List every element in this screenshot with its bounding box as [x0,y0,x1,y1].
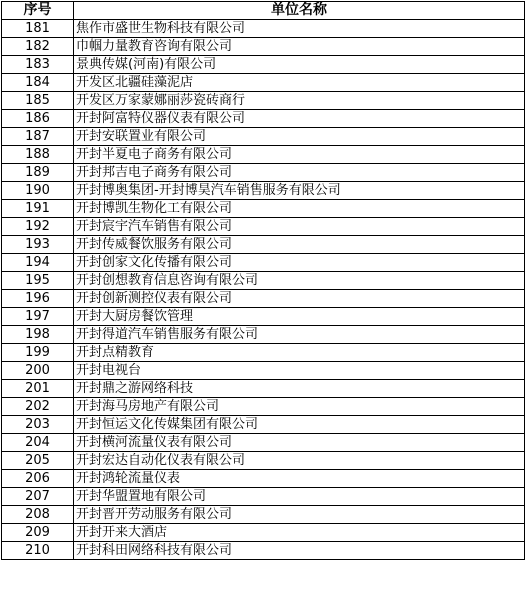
row-company-name: 焦作市盛世生物科技有限公司 [74,20,525,38]
row-serial-number: 182 [2,38,74,56]
table-row [2,416,525,434]
row-serial-number: 208 [2,506,74,524]
row-company-name: 开封开来大酒店 [74,524,525,542]
row-company-name: 开封鸿轮流量仪表 [74,470,525,488]
table-row [2,128,525,146]
company-list-table [1,1,525,560]
table-row [2,272,525,290]
row-company-name: 开封科田网络科技有限公司 [74,542,525,560]
row-serial-number: 202 [2,398,74,416]
row-company-name: 开封半夏电子商务有限公司 [74,146,525,164]
row-serial-number: 200 [2,362,74,380]
table-body [2,20,525,560]
table-row [2,344,525,362]
row-serial-number: 191 [2,200,74,218]
row-company-name: 开封创想教育信息咨询有限公司 [74,272,525,290]
row-company-name: 开封晋开劳动服务有限公司 [74,506,525,524]
row-serial-number: 192 [2,218,74,236]
row-company-name: 开封大厨房餐饮管理 [74,308,525,326]
row-company-name: 开封创新测控仪表有限公司 [74,290,525,308]
row-company-name: 开封得道汽车销售服务有限公司 [74,326,525,344]
table-row [2,290,525,308]
table-row [2,362,525,380]
row-company-name: 开封创家文化传播有限公司 [74,254,525,272]
row-company-name: 开发区万家蒙娜丽莎瓷砖商行 [74,92,525,110]
table-row [2,326,525,344]
row-company-name: 开发区北疆硅藻泥店 [74,74,525,92]
row-serial-number: 184 [2,74,74,92]
row-serial-number: 198 [2,326,74,344]
row-serial-number: 196 [2,290,74,308]
row-company-name: 开封点精教育 [74,344,525,362]
row-company-name: 开封华盟置地有限公司 [74,488,525,506]
table-row [2,470,525,488]
table-row [2,236,525,254]
row-company-name: 开封恒运文化传媒集团有限公司 [74,416,525,434]
row-company-name: 开封横河流量仪表有限公司 [74,434,525,452]
row-serial-number: 207 [2,488,74,506]
table-row [2,254,525,272]
row-serial-number: 186 [2,110,74,128]
row-company-name: 开封博奥集团-开封博昊汽车销售服务有限公司 [74,182,525,200]
row-serial-number: 209 [2,524,74,542]
table-row [2,146,525,164]
row-serial-number: 183 [2,56,74,74]
row-serial-number: 185 [2,92,74,110]
header-row [2,2,525,20]
row-company-name: 开封安联置业有限公司 [74,128,525,146]
table-row [2,218,525,236]
table-row [2,110,525,128]
row-company-name: 开封邦吉电子商务有限公司 [74,164,525,182]
table-row [2,20,525,38]
row-serial-number: 188 [2,146,74,164]
row-serial-number: 193 [2,236,74,254]
row-serial-number: 210 [2,542,74,560]
row-company-name: 开封鼎之游网络科技 [74,380,525,398]
table-row [2,56,525,74]
row-company-name: 开封海马房地产有限公司 [74,398,525,416]
table-row [2,182,525,200]
table-row [2,200,525,218]
table-row [2,452,525,470]
row-serial-number: 189 [2,164,74,182]
table-row [2,74,525,92]
row-company-name: 开封电视台 [74,362,525,380]
table-row [2,542,525,560]
table-row [2,524,525,542]
header-company-name: 单位名称 [74,2,525,20]
row-serial-number: 206 [2,470,74,488]
row-serial-number: 201 [2,380,74,398]
table-row [2,506,525,524]
row-serial-number: 181 [2,20,74,38]
row-serial-number: 204 [2,434,74,452]
row-serial-number: 195 [2,272,74,290]
header-serial-number: 序号 [2,2,74,20]
row-company-name: 开封阿富特仪器仪表有限公司 [74,110,525,128]
table-row [2,380,525,398]
row-serial-number: 203 [2,416,74,434]
row-company-name: 景典传媒(河南)有限公司 [74,56,525,74]
table-row [2,308,525,326]
row-serial-number: 205 [2,452,74,470]
row-company-name: 开封宸宇汽车销售有限公司 [74,218,525,236]
row-serial-number: 187 [2,128,74,146]
table-row [2,398,525,416]
table-row [2,434,525,452]
row-serial-number: 197 [2,308,74,326]
row-company-name: 开封传威餐饮服务有限公司 [74,236,525,254]
row-serial-number: 194 [2,254,74,272]
row-company-name: 巾帼力量教育咨询有限公司 [74,38,525,56]
table-row [2,38,525,56]
table-row [2,488,525,506]
row-company-name: 开封宏达自动化仪表有限公司 [74,452,525,470]
row-serial-number: 199 [2,344,74,362]
table-row [2,92,525,110]
row-company-name: 开封博凯生物化工有限公司 [74,200,525,218]
table-row [2,164,525,182]
row-serial-number: 190 [2,182,74,200]
